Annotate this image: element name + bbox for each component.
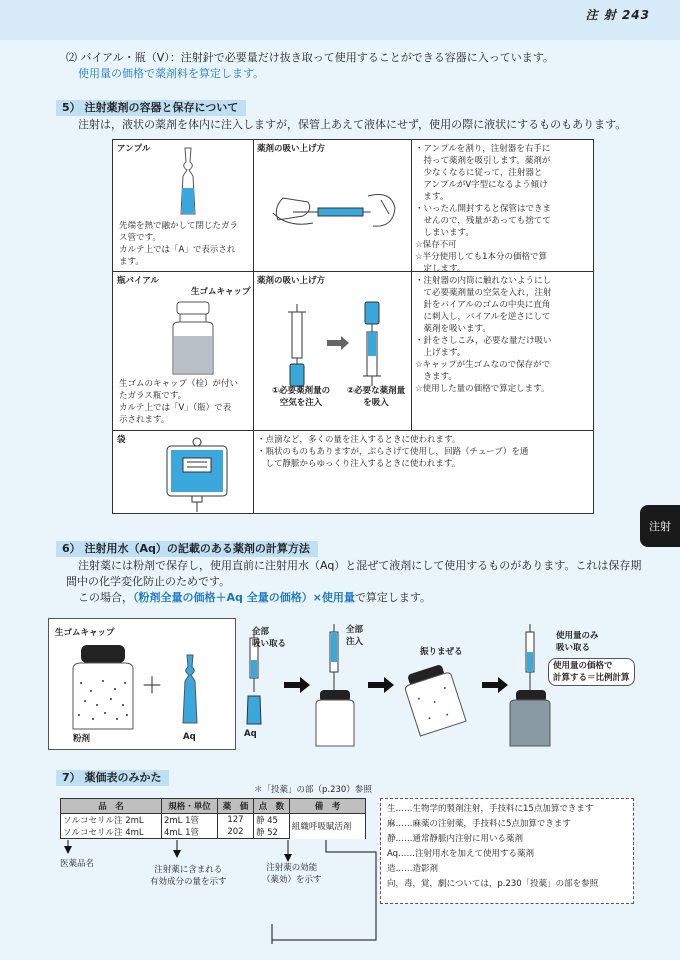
vial-draw-illustration: [275, 298, 405, 388]
label-effect-line: （薬効）を示す: [262, 875, 322, 885]
vial-note-line: ・注射器の内筒に触れないようにし: [415, 276, 552, 286]
label-drug-name: 医薬品名: [60, 859, 95, 869]
price-table-header: 備 考: [289, 799, 365, 814]
legend-item: 麻……麻薬の注射薬，手技料に5点加算できます: [387, 819, 571, 829]
vial-step2: [341, 385, 411, 409]
ampule-desc-line: ます。: [119, 257, 144, 267]
abbreviation-legend: [380, 798, 634, 904]
vial-step2-line: を吸入: [363, 398, 389, 408]
fig-step4-line: 使用量のみ: [556, 631, 599, 641]
bag-title: 袋: [117, 435, 126, 445]
table-row: [61, 814, 366, 827]
price-cell: 127: [217, 814, 253, 827]
price-cell: 202: [217, 826, 253, 839]
vial-note-line: ☆キャップが生ゴムなので保存がで: [415, 360, 551, 370]
bag-note-line: ・点滴など，多くの量を注入するときに使われます。: [257, 435, 461, 445]
ampule-note-line: しまいます。: [415, 228, 474, 238]
section7-ref-note: ＊「投薬」の部（p.230）参照: [254, 785, 372, 795]
section6-body1: 注射薬には粉剤で保存し，使用直前に注射用水（Aq）と混ぜて液剤にして使用するものがあります。これは保存期: [78, 559, 642, 572]
section6-body3-pre: この場合，: [78, 591, 133, 604]
label-effect: [262, 862, 322, 886]
legend-item: 生……生物学的製剤注射，手技料に15点加算できます: [387, 804, 594, 814]
vial-desc-line: 示されます。: [119, 415, 170, 425]
fig-cap-label: 生ゴムキャップ: [55, 628, 115, 638]
ampule-note-line: アンプルがV字型になるよう傾け: [415, 180, 548, 190]
ampule-note-line: 持って薬剤を吸引します。薬剤が: [415, 156, 551, 166]
section6-body3-post: で算定します。: [354, 591, 432, 604]
vial-method-title: 薬剤の吸い上げ方: [257, 276, 326, 286]
bag-note-line: して静脈からゆっくり注入するときに使われます。: [257, 459, 461, 469]
section7-title: 7） 薬価表のみかた: [56, 770, 169, 786]
label-content-line: 注射薬に含まれる: [154, 865, 223, 875]
section6-body2: 間中の化学変化防止のためです。: [66, 575, 231, 588]
fig-step3-label: 振りまぜる: [420, 647, 463, 657]
ampule-desc-line: 先端を熱で融かして閉じたガラ: [119, 221, 239, 231]
fig-step4-line: 吸い取る: [556, 643, 591, 653]
vial-note-line: に刺入し，バイアルを逆さにして: [415, 312, 551, 322]
vial-intro-line1: ⑵ バイアル・瓶（V）：注射針で必要量だけ抜き取って使用することができる容器に入っています。: [66, 51, 554, 64]
powder-aq-panel: [48, 618, 236, 750]
vial-note-line: 薬剤を吸います。: [415, 324, 491, 334]
vial-note-line: て必要薬剤量の空気を入れ，注射: [415, 288, 552, 298]
ampule-note-line: せんので，残量があっても捨てて: [415, 216, 551, 226]
fig-step2-line: 注入: [346, 637, 364, 647]
bag-notes: [257, 434, 528, 470]
aq-ampule-icon: [177, 653, 203, 725]
ampule-note-line: ます。: [415, 192, 449, 202]
fig-step1-line: 吸い取る: [252, 639, 287, 649]
vial-desc: [119, 378, 238, 426]
ampule-title: アンプル: [117, 144, 151, 154]
vial-notes: [415, 275, 552, 395]
fig-aq2-label: Aq: [244, 729, 257, 739]
fig-step4-note-line: 使用量の価格で: [553, 661, 613, 671]
price-table: [60, 798, 366, 839]
container-table: [112, 139, 594, 514]
section6-title: 6） 注射用水（Aq）の記載のある薬剤の計算方法: [56, 541, 318, 557]
vial-desc-line: 生ゴムのキャップ（栓）が付い: [119, 379, 239, 389]
vial-desc-line: たガラス瓶です。: [119, 391, 187, 401]
fig-step4-note-line: 計算する＝比例計算: [553, 673, 630, 683]
vial-step1: [266, 385, 336, 409]
vial-cap-label: 生ゴムキャップ: [191, 287, 251, 297]
ampule-note-line: ・いったん開封すると保管はできま: [415, 204, 552, 214]
points-cell: 静 45: [253, 814, 289, 827]
vial-step2-line: ②必要な薬剤量: [346, 386, 406, 396]
fig-step1-line: 全部: [252, 627, 270, 637]
ampule-note-line: ☆保存不可: [415, 240, 457, 250]
section6-body3: [78, 590, 431, 606]
price-table-header: 点 数: [253, 799, 289, 814]
price-table-header: 規格・単位: [161, 799, 217, 814]
ampule-draw-illustration: [263, 168, 403, 238]
ampule-icon: [173, 146, 203, 218]
spec-cell: 4mL 1管: [161, 826, 217, 839]
section5-title: 5） 注射薬剤の容器と保存について: [56, 100, 246, 116]
ampule-note-line: 少なくなるに従って，注射器と: [415, 168, 543, 178]
points-cell: 静 52: [253, 826, 289, 839]
bag-note-line: ・瓶状のものもありますが，ぶらさげて使用し，回路（チューブ）を通: [257, 447, 529, 457]
fig-step2-line: 全部: [346, 625, 364, 635]
vial-step1-line: ①必要薬剤量の: [271, 386, 331, 396]
legend-item: 静……通常静脈内注射に用いる薬剤: [387, 834, 524, 844]
fig-plus: ＋: [141, 674, 164, 699]
ampule-desc-line: ス管です。: [119, 233, 161, 243]
ampule-desc-line: カルテ上では「A」で表示され: [119, 245, 236, 255]
ampule-method-title: 薬剤の吸い上げ方: [257, 144, 326, 154]
spec-cell: 2mL 1管: [161, 814, 217, 827]
side-tab[interactable]: 注射: [640, 505, 680, 547]
fig-step1-label: [252, 626, 286, 650]
ampule-desc: [119, 220, 238, 268]
vial-note-line: ・針をさしこみ，必要な量だけ吸い: [415, 336, 552, 346]
fig-step2-label: [346, 624, 363, 648]
vial-intro-line2: 使用量の価格で薬剤料を算定します。: [78, 67, 265, 80]
vial-desc-line: カルテ上では「V」（瓶）で表: [119, 403, 232, 413]
iv-bag-icon: [157, 436, 237, 512]
fig-step4-label: [556, 630, 599, 654]
drug-name-cell: ソルコセリル注 4mL: [61, 826, 162, 839]
vial-icon: [163, 300, 223, 378]
fig-aq-label: Aq: [183, 732, 196, 742]
legend-item: Aq……注射用水を加えて使用する薬剤: [387, 849, 535, 859]
remark-cell: 組織呼吸賦活剤: [289, 814, 365, 839]
ampule-note-line: ・アンプルを割り，注射器を右手に: [415, 144, 551, 154]
price-table-header: 薬 価: [217, 799, 253, 814]
powder-bottle-icon: [67, 643, 137, 731]
ampule-note-line: ☆半分使用しても1本分の価格で算: [415, 252, 548, 262]
top-band: [0, 0, 680, 40]
page-header: 注 射 243: [585, 8, 650, 22]
vial-note-line: 上げます。: [415, 348, 466, 358]
section6-formula: （粉剤全量の価格＋Aq 全量の価格）×使用量: [133, 591, 355, 604]
label-effect-line: 注射薬の効能: [266, 863, 318, 873]
table-callout-lines: [60, 838, 390, 948]
vial-note-line: きます。: [415, 372, 457, 382]
legend-item: 造……造影剤: [387, 864, 439, 874]
vial-note-line: 針をバイアルのゴムの中央に直角: [415, 300, 551, 310]
price-table-header: 品 名: [61, 799, 162, 814]
fig-step4-note: [548, 658, 635, 686]
label-content: [150, 864, 227, 888]
vial-note-line: ☆使用した量の価格で算定します。: [415, 384, 550, 394]
label-content-line: 有効成分の量を示す: [150, 877, 227, 887]
legend-item: 向，毒，覚，劇については，p.230「投薬」の部を参照: [387, 879, 599, 889]
ampule-notes: [415, 143, 551, 275]
vial-step1-line: 空気を注入: [279, 398, 323, 408]
vial-title: 瓶バイアル: [117, 276, 159, 286]
drug-name-cell: ソルコセリル注 2mL: [61, 814, 162, 827]
ampule-note-line: 定します。: [415, 264, 466, 274]
fig-powder-label: 粉剤: [73, 734, 91, 744]
section5-body: 注射は，液状の薬剤を体内に注入しますが，保管上あえて液体にせず，使用の際に液状にするものもあります。: [78, 118, 627, 131]
